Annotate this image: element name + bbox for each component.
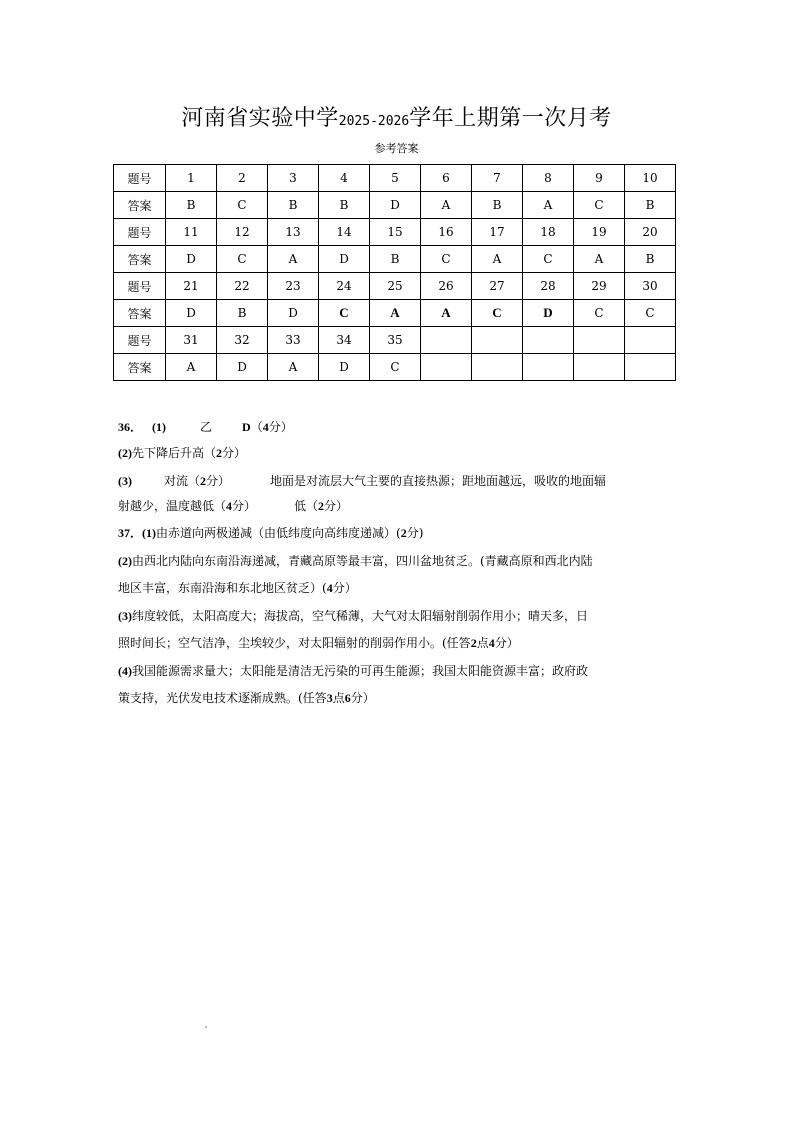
question-number-cell	[574, 327, 625, 354]
q37-p4-line1: 我国能源需求量大；太阳能是清洁无污染的可再生能源；我国太阳能资源丰富；政府政	[132, 664, 589, 678]
q37-part4-line1	[118, 663, 588, 679]
answer-cell: B	[625, 246, 676, 273]
answer-cell: C	[217, 246, 268, 273]
question-number-cell: 20	[625, 219, 676, 246]
answer-cell: B	[472, 192, 523, 219]
q36-part1	[118, 419, 293, 435]
q36-p2-label: (2)	[118, 446, 132, 460]
answer-cell: D	[166, 246, 217, 273]
answer-cell: A	[268, 246, 319, 273]
answer-cell: B	[625, 192, 676, 219]
q37-p4-score-close: 分）	[350, 691, 375, 705]
q36-p3-answer2-line2: 射越少，温度越低（	[118, 499, 227, 513]
q36-p3-answer1-num: 2	[200, 474, 207, 488]
answer-cell: A	[268, 354, 319, 381]
q36-p3-label: (3)	[118, 474, 132, 488]
answer-cell: B	[268, 192, 319, 219]
question-number-cell: 16	[421, 219, 472, 246]
question-number-cell: 22	[217, 273, 268, 300]
answer-cell	[523, 354, 574, 381]
question-number-label: 题号	[114, 273, 166, 300]
answer-cell: D	[370, 192, 421, 219]
q36-p3-answer2-num: 4	[226, 499, 233, 513]
question-number-cell: 12	[217, 219, 268, 246]
question-number-cell: 34	[319, 327, 370, 354]
q37-part1	[118, 525, 423, 541]
question-number-row	[114, 327, 676, 354]
q37-p1-text: 由赤道向两极递减（由低纬度向高纬度递减）(	[156, 526, 401, 540]
q36-p2-score-close: 分）	[222, 446, 247, 460]
question-number-cell: 25	[370, 273, 421, 300]
question-number-cell: 35	[370, 327, 421, 354]
answer-cell	[625, 354, 676, 381]
answer-cell: B	[370, 246, 421, 273]
q36-p2-score-num: 2	[216, 446, 223, 460]
question-number-cell: 29	[574, 273, 625, 300]
question-number-cell: 26	[421, 273, 472, 300]
question-number-cell: 6	[421, 165, 472, 192]
answer-label: 答案	[114, 192, 166, 219]
question-number-cell: 10	[625, 165, 676, 192]
answer-cell: A	[421, 300, 472, 327]
answer-cell: A	[523, 192, 574, 219]
question-number-cell: 18	[523, 219, 574, 246]
question-number-cell: 15	[370, 219, 421, 246]
q37-p3-line1: 纬度较低，太阳高度大；海拔高，空气稀薄，大气对太阳辐射削弱作用小；晴天多，日	[132, 609, 589, 623]
answer-cell: A	[421, 192, 472, 219]
question-number-cell: 24	[319, 273, 370, 300]
q37-p3-score-num: 4	[488, 636, 495, 650]
question-number-cell: 9	[574, 165, 625, 192]
q36-p1-answer1: 乙	[200, 420, 213, 434]
question-number-row	[114, 273, 676, 300]
q37-p3-score-close: 分）	[494, 636, 519, 650]
q37-p2-score-num: 4	[326, 581, 333, 595]
q37-p1-score-num: 2	[400, 526, 407, 540]
q37-p4-points-word: 点	[332, 691, 345, 705]
q36-p1-score-num: 4	[262, 420, 269, 434]
answer-cell: C	[217, 192, 268, 219]
answer-cell	[421, 354, 472, 381]
q36-p1-score-close: 分）	[268, 420, 293, 434]
q37-p4-label: (4)	[118, 664, 132, 678]
answer-row	[114, 300, 676, 327]
q37-part2-line1	[118, 553, 593, 569]
q36-p3-answer1-close: 分）	[206, 474, 231, 488]
answer-label: 答案	[114, 354, 166, 381]
q36-number: 36．	[118, 420, 143, 434]
question-number-cell: 13	[268, 219, 319, 246]
question-number-label: 题号	[114, 165, 166, 192]
q37-part2-line2	[118, 580, 357, 596]
question-number-cell: 19	[574, 219, 625, 246]
title-year: 2025-2026	[338, 114, 410, 129]
answer-cell: B	[166, 192, 217, 219]
q37-p3-label: (3)	[118, 609, 132, 623]
q37-part3-line2	[118, 635, 519, 651]
title-exam: 学年上期第一次月考	[409, 106, 612, 131]
answer-cell	[574, 354, 625, 381]
question-number-row	[114, 219, 676, 246]
q36-part3-line1	[118, 473, 606, 489]
answer-cell: C	[319, 300, 370, 327]
answer-row	[114, 192, 676, 219]
answer-cell: D	[217, 354, 268, 381]
answer-cell: C	[625, 300, 676, 327]
question-number-cell: 1	[166, 165, 217, 192]
stray-dot	[205, 1026, 207, 1028]
question-number-cell: 7	[472, 165, 523, 192]
title-school: 河南省实验中学	[181, 106, 339, 131]
q37-p4-score-num: 6	[344, 691, 351, 705]
question-number-label: 题号	[114, 219, 166, 246]
answer-cell: C	[523, 246, 574, 273]
q36-p3-answer1: 对流（	[164, 474, 201, 488]
answer-cell: C	[421, 246, 472, 273]
question-number-cell: 4	[319, 165, 370, 192]
answer-label: 答案	[114, 246, 166, 273]
q36-part2	[118, 445, 246, 461]
q37-number: 37．	[118, 526, 143, 540]
answer-cell: D	[166, 300, 217, 327]
answer-cell: C	[574, 192, 625, 219]
answer-cell: D	[268, 300, 319, 327]
question-number-cell: 31	[166, 327, 217, 354]
answer-label: 答案	[114, 300, 166, 327]
q36-p3-answer3-num: 2	[318, 499, 325, 513]
question-number-cell: 21	[166, 273, 217, 300]
answer-cell: A	[472, 246, 523, 273]
question-number-cell	[421, 327, 472, 354]
question-number-cell: 14	[319, 219, 370, 246]
question-number-row	[114, 165, 676, 192]
q36-p2-text: 先下降后升高（	[132, 446, 217, 460]
answer-cell: A	[574, 246, 625, 273]
q36-p1-label: (1)	[152, 420, 167, 434]
question-number-cell	[523, 327, 574, 354]
answer-cell: B	[319, 192, 370, 219]
question-number-cell: 30	[625, 273, 676, 300]
answer-cell: D	[319, 354, 370, 381]
question-number-cell: 8	[523, 165, 574, 192]
answer-cell: B	[217, 300, 268, 327]
q37-part3-line1	[118, 608, 588, 624]
q37-p2-line1: 由西北内陆向东南沿海递减，青藏高原等最丰富，四川盆地贫乏。(青藏高原和西北内陆	[132, 554, 593, 568]
answer-cell: C	[472, 300, 523, 327]
question-number-cell: 32	[217, 327, 268, 354]
q37-p2-label: (2)	[118, 554, 132, 568]
q37-p1-label: (1)	[142, 526, 157, 540]
answer-cell: C	[574, 300, 625, 327]
q36-part3-line2	[118, 498, 348, 514]
q36-p3-answer3: 低（	[294, 499, 319, 513]
q37-p2-line2: 地区丰富，东南沿海和东北地区贫乏）(	[118, 581, 327, 595]
answer-row	[114, 354, 676, 381]
q36-p1-answer2: D	[242, 420, 251, 434]
question-number-cell	[472, 327, 523, 354]
q36-p1-score-open: （	[250, 420, 263, 434]
question-number-cell: 33	[268, 327, 319, 354]
answer-cell: D	[523, 300, 574, 327]
q36-p3-answer2-close: 分）	[232, 499, 257, 513]
question-number-cell: 23	[268, 273, 319, 300]
q37-p1-score-close: 分)	[406, 526, 424, 540]
question-number-cell: 28	[523, 273, 574, 300]
answer-cell: D	[319, 246, 370, 273]
answer-cell	[472, 354, 523, 381]
subtitle: 参考答案	[374, 142, 419, 155]
question-number-cell: 3	[268, 165, 319, 192]
question-number-cell	[625, 327, 676, 354]
question-number-cell: 11	[166, 219, 217, 246]
q37-p4-line2: 策支持，光伏发电技术逐渐成熟。(任答	[118, 691, 327, 705]
q36-p3-answer2-line1: 地面是对流层大气主要的直接热源；距地面越远，吸收的地面辐	[270, 474, 607, 488]
q36-p3-answer3-close: 分）	[324, 499, 349, 513]
answer-cell: C	[370, 354, 421, 381]
answer-cell: A	[166, 354, 217, 381]
page-title	[0, 104, 793, 137]
question-number-cell: 27	[472, 273, 523, 300]
question-number-cell: 5	[370, 165, 421, 192]
question-number-cell: 17	[472, 219, 523, 246]
q37-p3-points-word: 点	[476, 636, 489, 650]
question-number-cell: 2	[217, 165, 268, 192]
question-number-label: 题号	[114, 327, 166, 354]
answer-cell: A	[370, 300, 421, 327]
q37-p2-score-close: 分）	[332, 581, 357, 595]
q37-p3-points-num: 2	[470, 636, 477, 650]
q37-p4-points-num: 3	[326, 691, 333, 705]
answer-table	[113, 164, 676, 381]
q37-p3-line2: 照时间长；空气洁净，尘埃较少，对太阳辐射的削弱作用小。(任答	[118, 636, 471, 650]
q37-part4-line2	[118, 690, 375, 706]
answer-row	[114, 246, 676, 273]
